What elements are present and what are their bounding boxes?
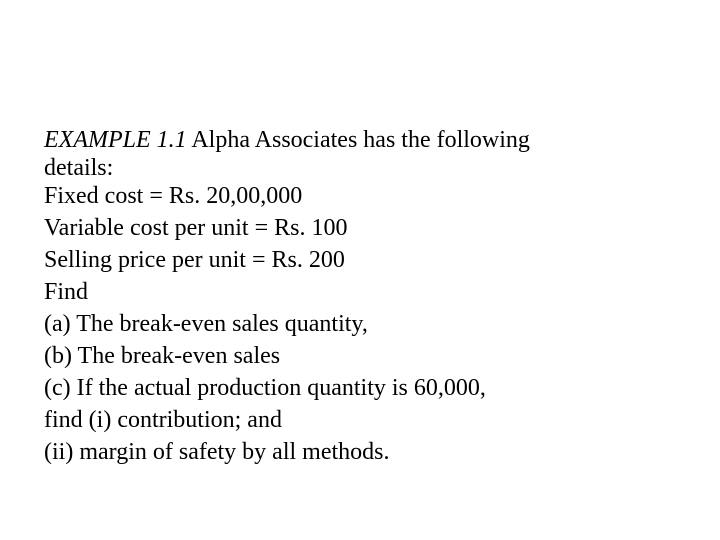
question-c-i-line: find (i) contribution; and (44, 407, 282, 433)
example-intro: Alpha Associates has the following (186, 127, 530, 153)
example-heading-line (44, 126, 684, 154)
fixed-cost-line: Fixed cost = Rs. 20,00,000 (44, 183, 303, 209)
selling-price-line: Selling price per unit = Rs. 200 (44, 247, 345, 273)
find-line: Find (44, 279, 89, 305)
question-c-line: (c) If the actual production quantity is 60,000, (44, 375, 486, 401)
example-label: EXAMPLE 1.1 (44, 127, 187, 153)
question-a-line: (a) The break-even sales quantity, (44, 311, 368, 337)
example-text-block (44, 126, 684, 470)
question-b-line: (b) The break-even sales (44, 343, 281, 369)
variable-cost-line: Variable cost per unit = Rs. 100 (44, 215, 348, 241)
question-c-ii-line: (ii) margin of safety by all methods. (44, 439, 390, 465)
example-intro-continued: details: (44, 155, 114, 181)
